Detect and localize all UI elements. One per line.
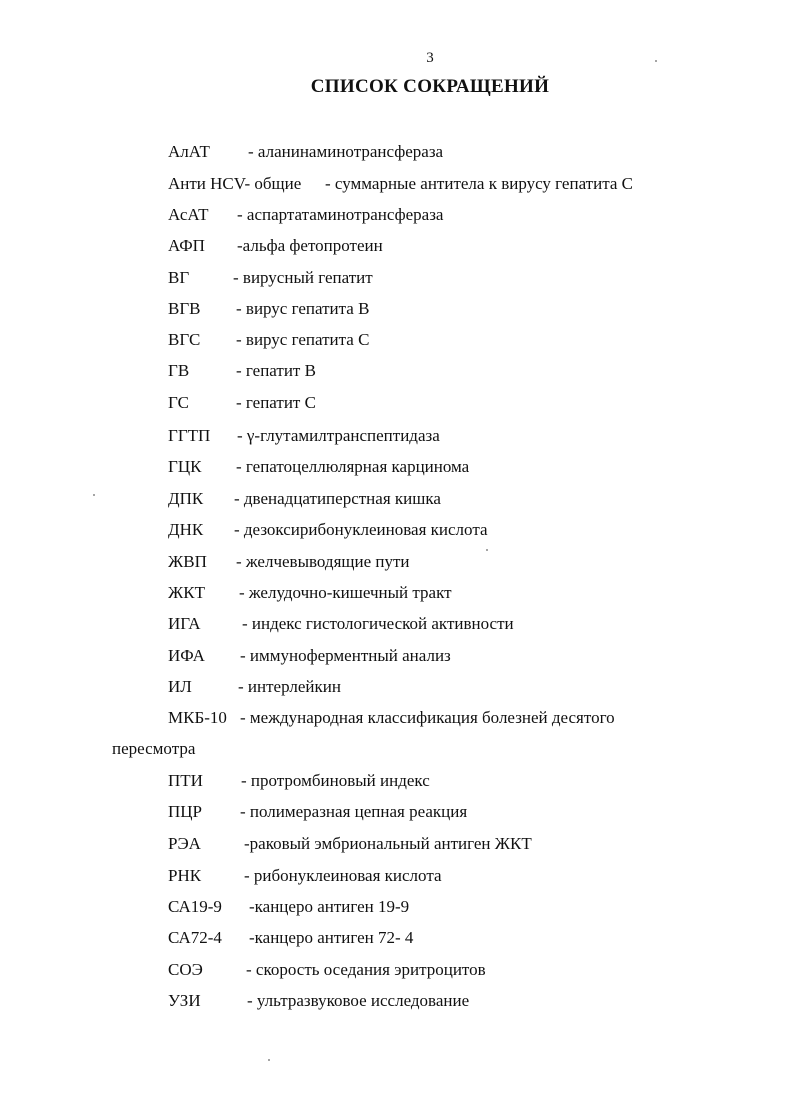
list-item <box>168 991 470 1013</box>
list-item <box>168 677 341 699</box>
abbreviation: ЖКТ <box>168 583 205 602</box>
scan-speck <box>486 549 488 551</box>
definition: - индекс гистологической активности <box>242 614 514 633</box>
abbreviation: ПЦР <box>168 802 203 821</box>
definition: - скорость оседания эритроцитов <box>246 960 486 979</box>
definition: - протромбиновый индекс <box>241 771 430 790</box>
abbreviation: ГС <box>168 393 189 412</box>
abbreviation: ВГС <box>168 330 201 349</box>
list-item <box>168 520 488 542</box>
abbreviation: МКБ-10 <box>168 708 227 727</box>
scan-speck <box>655 60 657 62</box>
abbreviation: ЖВП <box>168 552 207 571</box>
list-item <box>168 614 514 636</box>
abbreviation: СА19-9 <box>168 897 222 916</box>
list-item <box>168 174 633 196</box>
list-item <box>168 802 468 824</box>
abbreviation: ПТИ <box>168 771 203 790</box>
definition: - иммуноферментный анализ <box>240 646 451 665</box>
abbreviation: СОЭ <box>168 960 203 979</box>
definition: -канцеро антиген 72- 4 <box>249 928 414 947</box>
scan-speck <box>268 1059 270 1061</box>
list-item <box>168 552 410 574</box>
list-item <box>168 928 414 950</box>
list-item <box>168 361 316 383</box>
definition: - ультразвуковое исследование <box>247 991 470 1010</box>
list-item <box>168 834 532 856</box>
definition: - суммарные антитела к вирусу гепатита С <box>325 174 633 193</box>
abbreviation: АФП <box>168 236 205 255</box>
list-item <box>168 489 441 511</box>
list-item <box>168 393 316 415</box>
definition: - γ-глутамилтранспептидаза <box>237 426 440 445</box>
definition: - рибонуклеиновая кислота <box>244 866 442 885</box>
definition: - гепатит В <box>236 361 316 380</box>
list-item <box>168 866 442 888</box>
abbreviation: РЭА <box>168 834 201 853</box>
abbreviation: ИФА <box>168 646 205 665</box>
abbreviation: ИЛ <box>168 677 192 696</box>
definition: - интерлейкин <box>238 677 341 696</box>
abbreviation: РНК <box>168 866 202 885</box>
definition: - вирус гепатита С <box>236 330 370 349</box>
definition: - желчевыводящие пути <box>236 552 410 571</box>
list-item <box>168 457 470 479</box>
definition: - международная классификация болезней десятого <box>240 708 615 727</box>
abbreviation: УЗИ <box>168 991 201 1010</box>
abbreviation: ВГ <box>168 268 190 287</box>
list-item <box>168 330 370 352</box>
definition: -альфа фетопротеин <box>237 236 383 255</box>
abbreviation: ДНК <box>168 520 204 539</box>
page-title: СПИСОК СОКРАЩЕНИЙ <box>310 76 550 97</box>
abbreviation: СА72-4 <box>168 928 222 947</box>
definition: - гепатит С <box>236 393 316 412</box>
list-item <box>168 646 451 668</box>
definition-continuation: пересмотра <box>112 739 196 758</box>
list-item <box>168 299 370 321</box>
list-item <box>168 960 486 982</box>
definition: - аланинаминотрансфераза <box>248 142 444 161</box>
abbreviation: ИГА <box>168 614 201 633</box>
definition: - двенадцатиперстная кишка <box>234 489 441 508</box>
definition: - аспартатаминотрансфераза <box>237 205 444 224</box>
list-item <box>112 708 615 758</box>
list-item <box>168 426 440 448</box>
abbreviation: ВГВ <box>168 299 201 318</box>
list-item <box>168 583 452 605</box>
scan-speck <box>93 494 95 496</box>
definition: - полимеразная цепная реакция <box>240 802 468 821</box>
list-item <box>168 771 430 793</box>
definition: -раковый эмбриональный антиген ЖКТ <box>244 834 532 853</box>
abbreviation: АсАТ <box>168 205 209 224</box>
abbreviation: АлАТ <box>168 142 210 161</box>
definition: - вирус гепатита В <box>236 299 370 318</box>
abbreviation: ДПК <box>168 489 204 508</box>
list-item <box>168 142 444 164</box>
list-item <box>168 236 383 258</box>
page-number: 3 <box>426 50 434 66</box>
abbreviation: Анти HCV- общие <box>168 174 302 193</box>
list-item <box>168 205 444 227</box>
definition: -канцеро антиген 19-9 <box>249 897 410 916</box>
abbreviation: ГЦК <box>168 457 202 476</box>
definition: - дезоксирибонуклеиновая кислота <box>234 520 488 539</box>
definition: - гепатоцеллюлярная карцинома <box>236 457 470 476</box>
list-item <box>168 268 373 290</box>
list-item <box>168 897 410 919</box>
definition: - желудочно-кишечный тракт <box>239 583 452 602</box>
definition: - вирусный гепатит <box>233 268 373 287</box>
abbreviation: ГВ <box>168 361 190 380</box>
abbreviation: ГГТП <box>168 426 211 445</box>
